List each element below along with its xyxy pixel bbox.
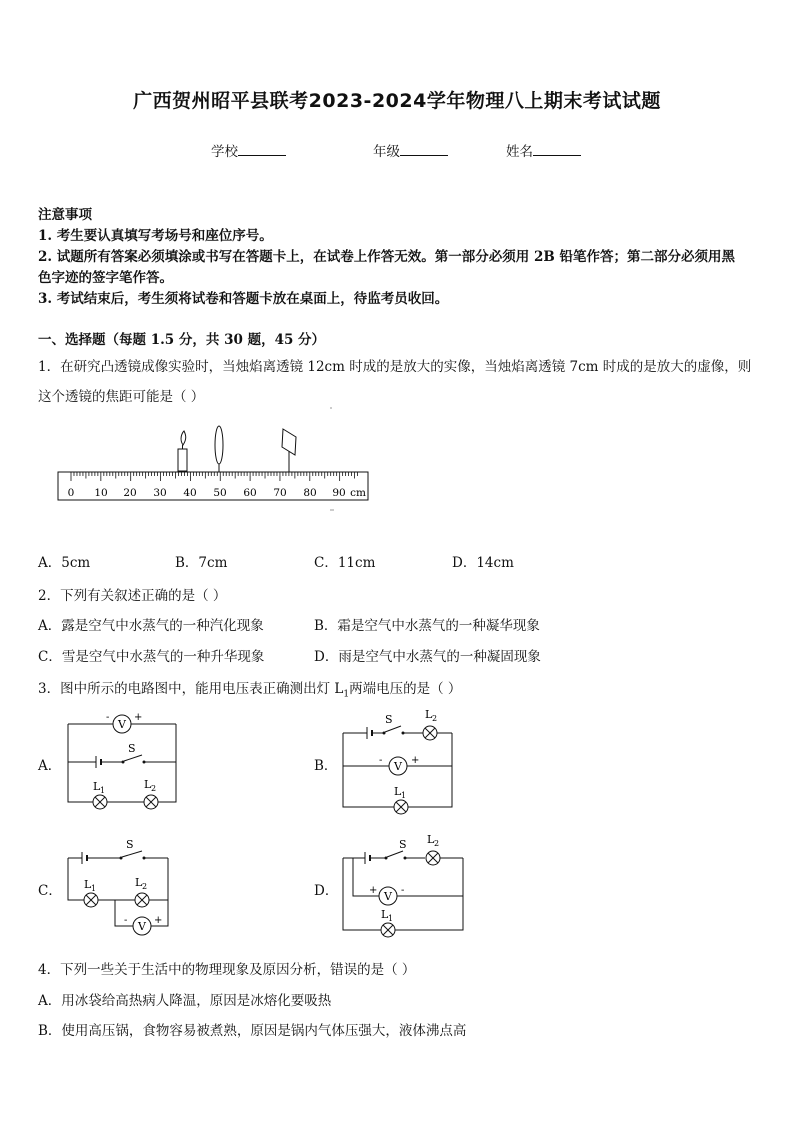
ruler-label: 0 [67, 487, 75, 499]
q3-option-a[interactable]: A． [38, 758, 62, 774]
ruler-label: 70 [273, 487, 287, 499]
voltmeter-icon [389, 757, 407, 775]
voltmeter-icon [133, 917, 151, 935]
note-item: 2. 试题所有答案必须填涂或书写在答题卡上，在试卷上作答无效。第一部分必须用 2B 铅笔作答；第二部分必须用黑 [38, 249, 735, 265]
svg-text:1: 1 [388, 914, 394, 923]
name-blank[interactable] [533, 143, 581, 156]
svg-text:S: S [128, 742, 136, 755]
q2-stem: 2．下列有关叙述正确的是（ ） [38, 588, 227, 604]
circuit-d-diagram [335, 833, 470, 948]
svg-text:2: 2 [151, 784, 157, 793]
svg-text:L: L [394, 785, 402, 798]
circuit-a-diagram [60, 710, 190, 810]
q1-option-c[interactable]: C．11cm [314, 555, 376, 571]
q1-stem: 这个透镜的焦距可能是（ ） [38, 389, 205, 405]
grade-field[interactable] [373, 140, 448, 160]
page-title: 广西贺州昭平县联考2023-2024学年物理八上期末考试试题 [133, 90, 661, 112]
svg-text:L: L [381, 908, 389, 921]
svg-text:L: L [93, 780, 101, 793]
svg-text:L: L [427, 833, 435, 846]
svg-text:L: L [425, 708, 433, 721]
q3-option-b[interactable]: B． [314, 758, 338, 774]
switch-icon [383, 726, 405, 735]
svg-text:S: S [399, 838, 407, 851]
svg-text:2: 2 [142, 882, 148, 891]
ruler-label: 60 [243, 487, 257, 499]
note-item: 1. 考生要认真填写考场号和座位序号。 [38, 228, 273, 244]
q1-stem: 1．在研究凸透镜成像实验时，当烛焰离透镜 12cm 时成的是放大的实像，当烛焰离透镜 7cm 时成的是放大的虚像，则 [38, 359, 752, 375]
svg-text:L: L [144, 778, 152, 791]
q3-stem [38, 677, 461, 700]
lamp-l1-icon [93, 795, 107, 809]
ruler-label: 10 [94, 487, 108, 499]
note-item: 色字迹的签字笔作答。 [38, 270, 173, 286]
q2-option-b[interactable]: B．霜是空气中水蒸气的一种凝华现象 [314, 618, 540, 634]
ruler-label: 30 [153, 487, 167, 499]
q2-option-c[interactable]: C．雪是空气中水蒸气的一种升华现象 [38, 649, 265, 665]
svg-text:2: 2 [432, 714, 438, 723]
svg-text:+: + [154, 915, 163, 926]
svg-text:+: + [411, 755, 420, 766]
svg-text:V: V [384, 890, 392, 903]
ruler-label: 50 [213, 487, 227, 499]
lamp-l2-icon [426, 851, 440, 865]
voltmeter-icon [379, 887, 397, 905]
lamp-l2-icon [423, 726, 437, 740]
school-blank[interactable] [238, 143, 286, 156]
q3-option-d[interactable]: D． [314, 883, 339, 899]
battery-icon [365, 852, 370, 864]
section-heading: 一、选择题（每题 1.5 分，共 30 题，45 分） [38, 332, 326, 348]
name-field[interactable] [506, 140, 581, 160]
svg-text:2: 2 [434, 839, 440, 848]
svg-text:+: + [369, 885, 378, 896]
svg-text:S: S [126, 838, 134, 851]
battery-icon [367, 727, 372, 739]
ruler-unit: cm [350, 487, 366, 499]
svg-text:V: V [118, 718, 126, 731]
lamp-l1-icon [381, 923, 395, 937]
ruler-label: 40 [183, 487, 197, 499]
candle-icon [178, 431, 187, 471]
svg-text:L: L [84, 878, 92, 891]
q1-option-b[interactable]: B．7cm [175, 555, 228, 571]
q3-option-c[interactable]: C． [38, 883, 62, 899]
lamp-l1-icon [394, 800, 408, 814]
svg-text:-: - [401, 885, 405, 896]
svg-text:-: - [106, 712, 110, 723]
svg-text:1: 1 [401, 791, 407, 800]
lamp-l2-icon [144, 795, 158, 809]
q4-stem: 4．下列一些关于生活中的物理现象及原因分析，错误的是（ ） [38, 962, 416, 978]
lens-icon [215, 426, 223, 472]
switch-icon [120, 851, 146, 860]
optical-bench-figure [50, 405, 380, 515]
q1-option-d[interactable]: D．14cm [452, 555, 514, 571]
note-item: 3. 考试结束后，考生须将试卷和答题卡放在桌面上，待监考员收回。 [38, 291, 449, 307]
grade-blank[interactable] [400, 143, 448, 156]
svg-text:L: L [135, 876, 143, 889]
q4-option-a[interactable]: A．用冰袋给高热病人降温，原因是冰熔化要吸热 [38, 993, 332, 1009]
q2-option-a[interactable]: A．露是空气中水蒸气的一种汽化现象 [38, 618, 264, 634]
lamp-l2-icon [135, 893, 149, 907]
voltmeter-icon [113, 715, 131, 733]
name-label: 姓名 [506, 144, 533, 160]
ruler-ticks [71, 472, 358, 481]
q4-option-b[interactable]: B．使用高压锅，食物容易被煮熟，原因是锅内气体压强大，液体沸点高 [38, 1023, 467, 1039]
svg-text:-: - [379, 755, 383, 766]
svg-text:1: 1 [100, 786, 106, 795]
svg-text:+: + [134, 712, 143, 723]
school-label: 学校 [211, 144, 238, 160]
circuit-c-diagram [60, 836, 180, 946]
svg-text:1: 1 [91, 884, 97, 893]
battery-icon [96, 756, 101, 768]
ruler-label: 90 [332, 487, 346, 499]
q2-option-d[interactable]: D．雨是空气中水蒸气的一种凝固现象 [314, 649, 541, 665]
notes-heading: 注意事项 [38, 207, 92, 223]
svg-text:S: S [385, 713, 393, 726]
q3-stem-subscript: 1 [343, 689, 350, 700]
circuit-b-diagram [335, 703, 465, 818]
grade-label: 年级 [373, 144, 400, 160]
q3-stem-text: 3．图中所示的电路图中，能用电压表正确测出灯 L [38, 681, 344, 697]
screen-icon [282, 429, 296, 472]
svg-text:V: V [394, 760, 402, 773]
switch-icon [385, 851, 407, 860]
ruler-label: 80 [303, 487, 317, 499]
svg-text:V: V [138, 920, 146, 933]
lamp-l1-icon [84, 893, 98, 907]
q3-stem-text: 两端电压的是（ ） [349, 681, 462, 697]
ruler-labels [68, 487, 366, 499]
ruler-label: 20 [123, 487, 137, 499]
battery-icon [82, 852, 87, 864]
svg-text:-: - [124, 915, 128, 926]
q1-option-a[interactable]: A．5cm [38, 555, 91, 571]
school-field[interactable] [211, 140, 286, 160]
switch-icon [122, 755, 146, 764]
